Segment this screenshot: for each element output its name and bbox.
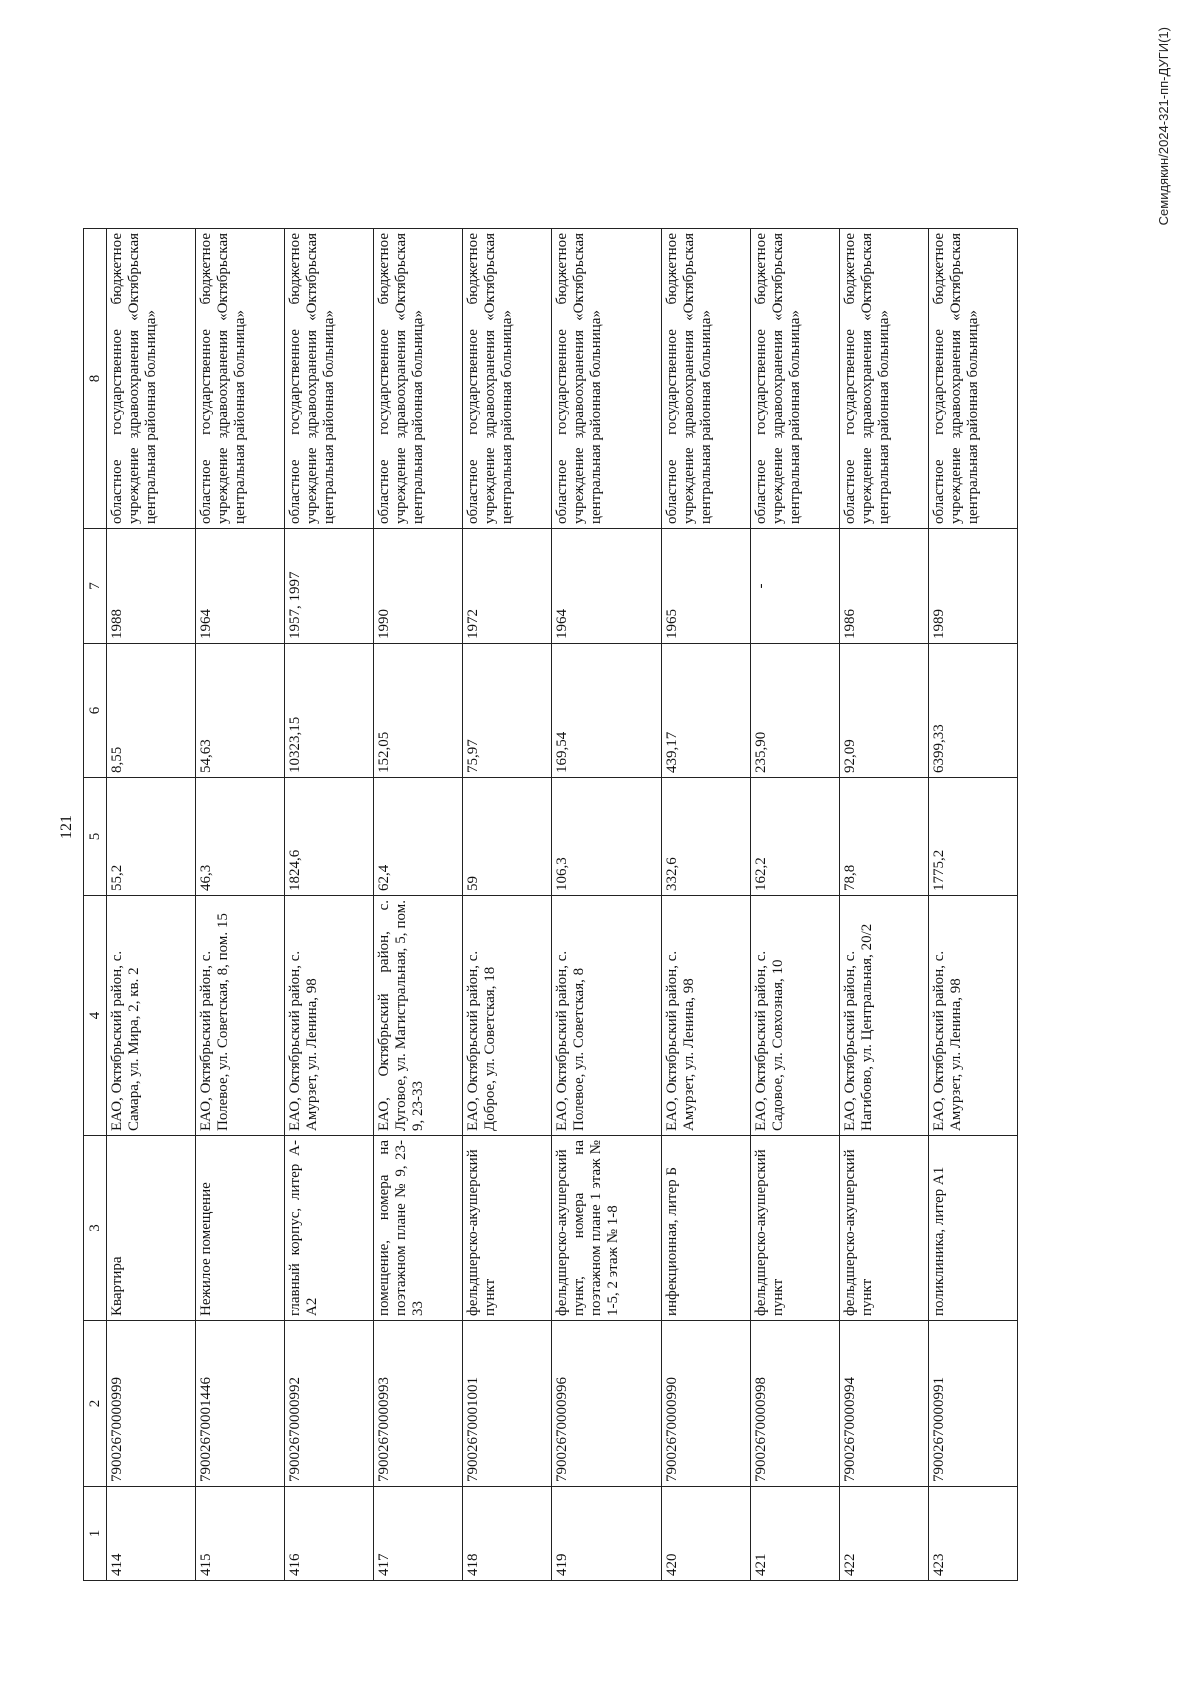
- owner: областное государственное бюджетное учреждение здравоохранения «Октябрьская центральная районная больница»: [662, 229, 751, 529]
- object-address: ЕАО, Октябрьский район, с. Амурзет, ул. Ленина, 98: [662, 896, 751, 1136]
- table-row: [929, 229, 1018, 1581]
- cadastral-number: 79002670000998: [751, 1321, 840, 1487]
- row-number: 417: [374, 1487, 463, 1581]
- object-name: фельдшерско-акушерский пункт: [840, 1136, 929, 1321]
- object-name: фельдшерско-акушерский пункт: [751, 1136, 840, 1321]
- table-row: [285, 229, 374, 1581]
- row-number: 423: [929, 1487, 1018, 1581]
- object-cost: 169,54: [552, 644, 662, 778]
- object-area: 62,4: [374, 778, 463, 896]
- row-number: 421: [751, 1487, 840, 1581]
- column-header: 5: [84, 778, 107, 896]
- object-year: 1964: [196, 529, 285, 644]
- object-cost: 92,09: [840, 644, 929, 778]
- owner: областное государственное бюджетное учреждение здравоохранения «Октябрьская центральная районная больница»: [463, 229, 552, 529]
- object-address: ЕАО, Октябрьский район, с. Нагибово, ул. Центральная, 20/2: [840, 896, 929, 1136]
- object-address: ЕАО, Октябрьский район, с. Доброе, ул. Советская, 18: [463, 896, 552, 1136]
- table-row: [463, 229, 552, 1581]
- column-header: 2: [84, 1321, 107, 1487]
- cadastral-number: 79002670000996: [552, 1321, 662, 1487]
- document-footer: Семидякин/2024-321-пп-ДУГИ(1): [1156, 27, 1171, 226]
- object-year: 1986: [840, 529, 929, 644]
- table-row: [552, 229, 662, 1581]
- object-name: фельдшерско-акушерский пункт: [463, 1136, 552, 1321]
- column-header: 1: [84, 1487, 107, 1581]
- object-address: ЕАО, Октябрьский район, с. Луговое, ул. Магистральная, 5, пом. 9, 23-33: [374, 896, 463, 1136]
- object-cost: 439,17: [662, 644, 751, 778]
- object-area: 1775,2: [929, 778, 1018, 896]
- column-header: 7: [84, 529, 107, 644]
- row-number: 420: [662, 1487, 751, 1581]
- row-number: 416: [285, 1487, 374, 1581]
- row-number: 418: [463, 1487, 552, 1581]
- object-cost: 8,55: [107, 644, 196, 778]
- object-year: 1957, 1997: [285, 529, 374, 644]
- table-row: [107, 229, 196, 1581]
- column-number-row: [84, 229, 107, 1581]
- object-name: Квартира: [107, 1136, 196, 1321]
- owner: областное государственное бюджетное учреждение здравоохранения «Октябрьская центральная районная больница»: [840, 229, 929, 529]
- table-row: [840, 229, 929, 1581]
- cadastral-number: 79002670000991: [929, 1321, 1018, 1487]
- object-cost: 235,90: [751, 644, 840, 778]
- cadastral-number: 79002670001446: [196, 1321, 285, 1487]
- row-number: 414: [107, 1487, 196, 1581]
- object-year: 1990: [374, 529, 463, 644]
- object-year: 1988: [107, 529, 196, 644]
- column-header: 8: [84, 229, 107, 529]
- object-area: 106,3: [552, 778, 662, 896]
- object-name: инфекционная, литер Б: [662, 1136, 751, 1321]
- owner: областное государственное бюджетное учреждение здравоохранения «Октябрьская центральная районная больница»: [107, 229, 196, 529]
- object-year: 1964: [552, 529, 662, 644]
- cadastral-number: 79002670000999: [107, 1321, 196, 1487]
- page-number: 121: [58, 815, 75, 839]
- owner: областное государственное бюджетное учреждение здравоохранения «Октябрьская центральная районная больница»: [196, 229, 285, 529]
- object-address: ЕАО, Октябрьский район, с. Самара, ул. Мира, 2, кв. 2: [107, 896, 196, 1136]
- object-address: ЕАО, Октябрьский район, с. Полевое, ул. Советская, 8: [552, 896, 662, 1136]
- object-address: ЕАО, Октябрьский район, с. Амурзет, ул. Ленина, 98: [285, 896, 374, 1136]
- object-name: Нежилое помещение: [196, 1136, 285, 1321]
- object-area: 55,2: [107, 778, 196, 896]
- owner: областное государственное бюджетное учреждение здравоохранения «Октябрьская центральная районная больница»: [374, 229, 463, 529]
- owner: областное государственное бюджетное учреждение здравоохранения «Октябрьская центральная районная больница»: [929, 229, 1018, 529]
- object-name: помещение, номера на поэтажном плане № 9, 23-33: [374, 1136, 463, 1321]
- object-cost: 10323,15: [285, 644, 374, 778]
- row-number: 415: [196, 1487, 285, 1581]
- row-number: 422: [840, 1487, 929, 1581]
- owner: областное государственное бюджетное учреждение здравоохранения «Октябрьская центральная районная больница»: [751, 229, 840, 529]
- cadastral-number: 79002670001001: [463, 1321, 552, 1487]
- object-area: 78,8: [840, 778, 929, 896]
- row-number: 419: [552, 1487, 662, 1581]
- table-row: [374, 229, 463, 1581]
- object-cost: 75,97: [463, 644, 552, 778]
- column-header: 3: [84, 1136, 107, 1321]
- object-area: 1824,6: [285, 778, 374, 896]
- object-name: фельдшерско-акушерский пункт, номера на поэтажном плане 1 этаж № 1-5, 2 этаж № 1-8: [552, 1136, 662, 1321]
- owner: областное государственное бюджетное учреждение здравоохранения «Октябрьская центральная районная больница»: [285, 229, 374, 529]
- object-year: -: [751, 529, 840, 644]
- table-row: [196, 229, 285, 1581]
- object-area: 46,3: [196, 778, 285, 896]
- table-row: [662, 229, 751, 1581]
- property-register-table: [83, 228, 1018, 1581]
- cadastral-number: 79002670000990: [662, 1321, 751, 1487]
- owner: областное государственное бюджетное учреждение здравоохранения «Октябрьская центральная районная больница»: [552, 229, 662, 529]
- column-header: 6: [84, 644, 107, 778]
- object-address: ЕАО, Октябрьский район, с. Амурзет, ул. Ленина, 98: [929, 896, 1018, 1136]
- column-header: 4: [84, 896, 107, 1136]
- table-row: [751, 229, 840, 1581]
- object-area: 332,6: [662, 778, 751, 896]
- cadastral-number: 79002670000994: [840, 1321, 929, 1487]
- object-address: ЕАО, Октябрьский район, с. Полевое, ул. Советская, 8, пом. 15: [196, 896, 285, 1136]
- object-name: главный корпус, литер А-А2: [285, 1136, 374, 1321]
- cadastral-number: 79002670000992: [285, 1321, 374, 1487]
- object-year: 1989: [929, 529, 1018, 644]
- object-cost: 152,05: [374, 644, 463, 778]
- object-name: поликлиника, литер А1: [929, 1136, 1018, 1321]
- object-address: ЕАО, Октябрьский район, с. Садовое, ул. Совхозная, 10: [751, 896, 840, 1136]
- object-area: 59: [463, 778, 552, 896]
- cadastral-number: 79002670000993: [374, 1321, 463, 1487]
- object-area: 162,2: [751, 778, 840, 896]
- object-cost: 54,63: [196, 644, 285, 778]
- object-year: 1965: [662, 529, 751, 644]
- object-year: 1972: [463, 529, 552, 644]
- object-cost: 6399,33: [929, 644, 1018, 778]
